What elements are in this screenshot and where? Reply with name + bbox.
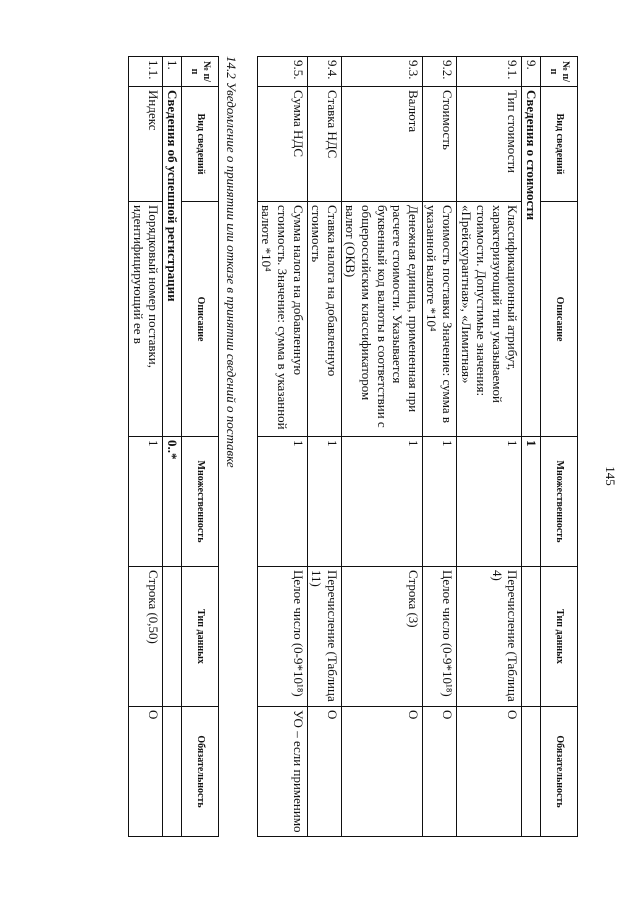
header-mult: Множественность <box>181 437 218 567</box>
cell-kind: Стоимость <box>422 87 456 202</box>
cell-mult: 1 <box>457 437 522 567</box>
cell-req: О <box>341 707 422 837</box>
header-kind: Вид сведений <box>541 87 578 202</box>
table-row <box>341 57 422 837</box>
section-row <box>163 57 182 837</box>
header-dtype: Тип данных <box>541 567 578 707</box>
header-desc: Описание <box>541 202 578 437</box>
cell-kind: Валюта <box>341 87 422 202</box>
cell-desc: Ставка налога на добавленную стоимость <box>307 202 341 437</box>
cell-num: 9.1. <box>457 57 522 87</box>
cell-kind: Ставка НДС <box>307 87 341 202</box>
cell-mult: 1 <box>341 437 422 567</box>
section-mult: 1 <box>522 437 541 567</box>
cell-desc: Классификационный атрибут, характеризующий тип указываемой стоимости. Допустимые значения: «Прейскурантная», «Лимитная» <box>457 202 522 437</box>
table-row <box>307 57 341 837</box>
cell-dtype: Целое число (0-9*10¹⁸) <box>422 567 456 707</box>
cell-num: 1.1. <box>129 57 163 87</box>
header-kind: Вид сведений <box>181 87 218 202</box>
section-empty <box>163 707 182 837</box>
table-header-row <box>541 57 578 837</box>
page-number: 145 <box>602 466 618 486</box>
header-desc: Описание <box>181 202 218 437</box>
cell-mult: 1 <box>422 437 456 567</box>
cell-desc: Денежная единица, примененная при расчете стоимости. Указывается буквенный код валюты в соответствии с общероссийским классификатором валют (ОКВ) <box>341 202 422 437</box>
cell-kind: Тип стоимости <box>457 87 522 202</box>
table-header-row <box>181 57 218 837</box>
header-num: № п/п <box>541 57 578 87</box>
section-num: 9. <box>522 57 541 87</box>
header-req: Обязательность <box>181 707 218 837</box>
table-cost-info <box>257 56 578 837</box>
cell-dtype: Перечисление (Таблица 11) <box>307 567 341 707</box>
section-empty <box>522 567 541 707</box>
cell-dtype: Строка (0,50) <box>129 567 163 707</box>
section-empty <box>522 707 541 837</box>
cell-mult: 1 <box>129 437 163 567</box>
cell-req: О <box>129 707 163 837</box>
header-num: № п/п <box>181 57 218 87</box>
cell-num: 9.4. <box>307 57 341 87</box>
table-row <box>457 57 522 837</box>
section-title: Сведения об успешной регистрации <box>163 87 182 437</box>
cell-kind: Сумма НДС <box>257 87 307 202</box>
table-row <box>422 57 456 837</box>
cell-dtype: Целое число (0-9*10¹⁸) <box>257 567 307 707</box>
cell-req: О <box>457 707 522 837</box>
table-notification <box>128 56 219 837</box>
rotated-page-content <box>58 56 578 896</box>
cell-num: 9.2. <box>422 57 456 87</box>
header-mult: Множественность <box>541 437 578 567</box>
section-row <box>522 57 541 837</box>
section-empty <box>163 567 182 707</box>
table-row <box>129 57 163 837</box>
cell-num: 9.3. <box>341 57 422 87</box>
section-mult: 0..* <box>163 437 182 567</box>
header-dtype: Тип данных <box>181 567 218 707</box>
table-row <box>257 57 307 837</box>
cell-dtype: Перечисление (Таблица 4) <box>457 567 522 707</box>
cell-num: 9.5. <box>257 57 307 87</box>
cell-mult: 1 <box>307 437 341 567</box>
cell-desc: Порядковый номер поставки, идентифицирующий ее в <box>129 202 163 437</box>
cell-desc: Стоимость поставки Значение: сумма в указанной валюте *10⁴ <box>422 202 456 437</box>
cell-req: УО – если применимо <box>257 707 307 837</box>
section-num: 1. <box>163 57 182 87</box>
cell-dtype: Строка (3) <box>341 567 422 707</box>
cell-mult: 1 <box>257 437 307 567</box>
cell-kind: Индекс <box>129 87 163 202</box>
table2-caption: 14.2 Уведомление о принятии или отказе в принятии сведений о поставке <box>223 56 239 468</box>
cell-desc: Сумма налога на добавленную стоимость. Значение: сумма в указанной валюте *10⁴ <box>257 202 307 437</box>
cell-req: О <box>422 707 456 837</box>
header-req: Обязательность <box>541 707 578 837</box>
section-title: Сведения о стоимости <box>522 87 541 437</box>
cell-req: О <box>307 707 341 837</box>
